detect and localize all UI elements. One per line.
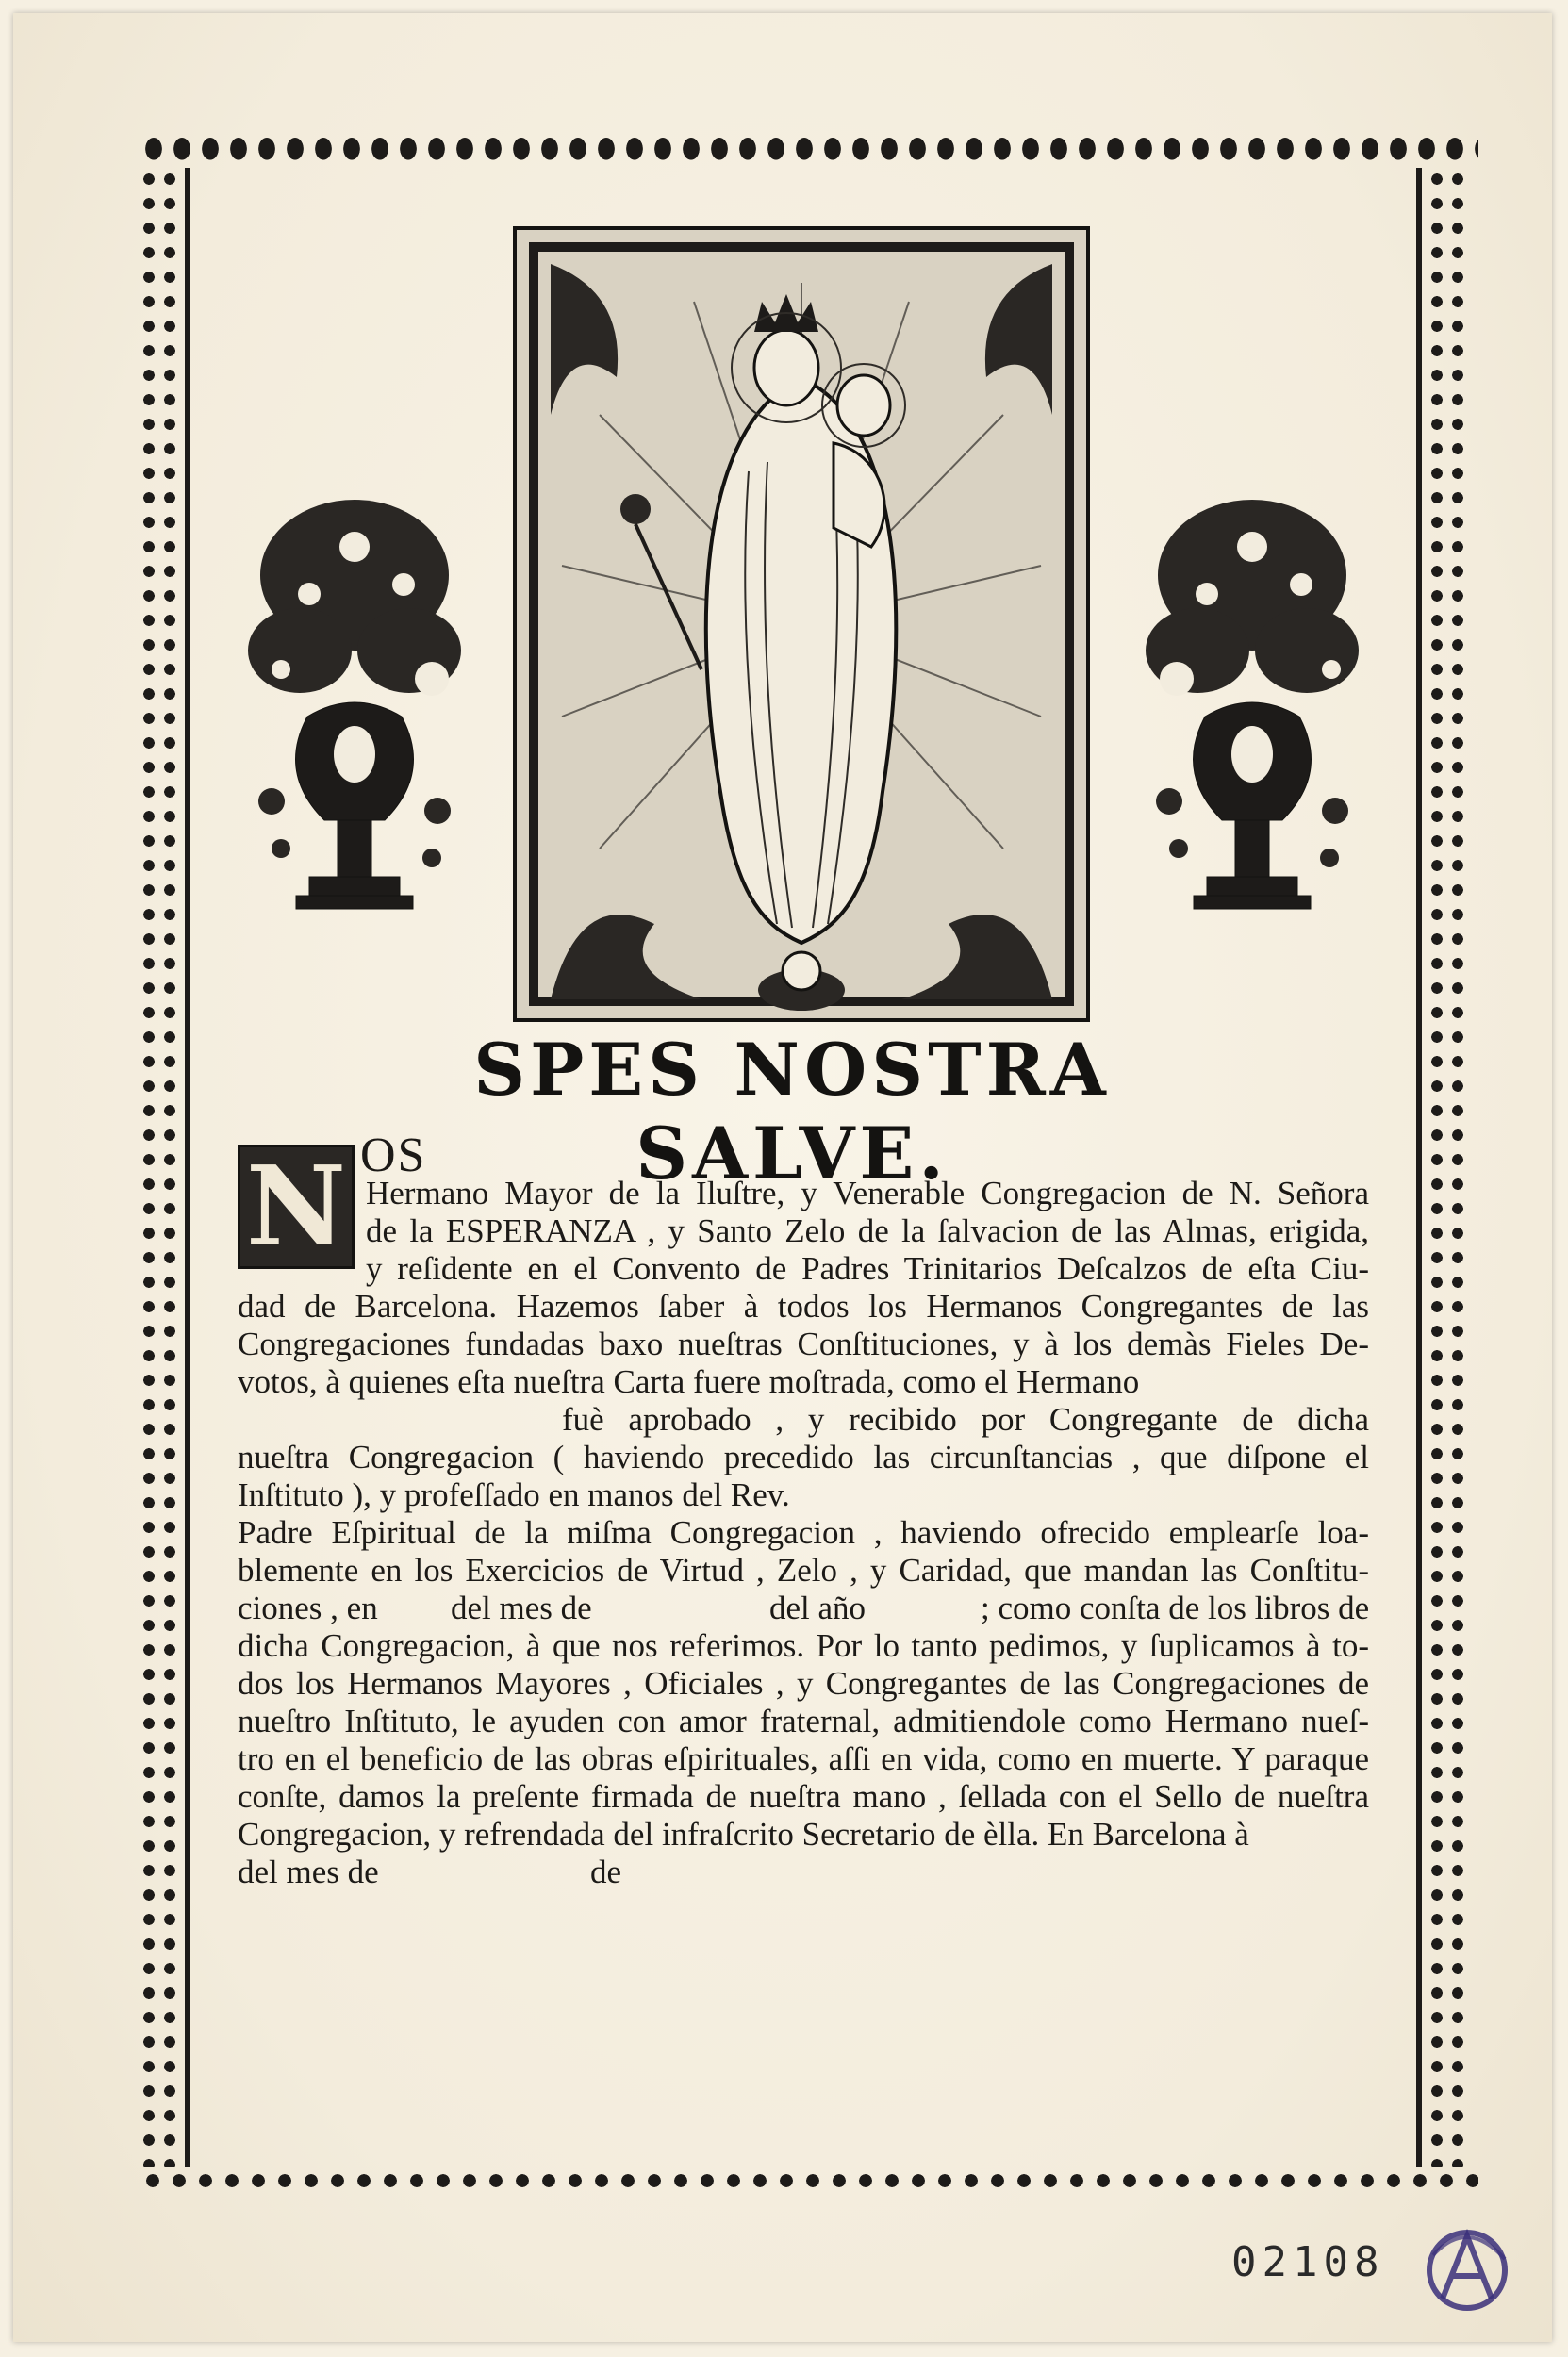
body-line: nueſtra Congregacion ( haviendo precedido las circunſtancias , que diſpone el — [238, 1439, 1369, 1475]
flower-vase-left — [243, 490, 466, 943]
body-line: conſte, damos la preſente firmada de nueſtra mano , ſellada con el Sello de nueſtra — [238, 1778, 1369, 1815]
decorated-initial — [238, 1145, 355, 1269]
body-line: ; como conſta de los libros de — [981, 1590, 1370, 1626]
body-line: votos, à quienes eſta nueſtra Carta fuere moſtrada, como el Hermano — [238, 1363, 1140, 1400]
initial-letter: N — [245, 1143, 347, 1271]
body-line: de — [590, 1854, 622, 1890]
body-line: de la ESPERANZA , y Santo Zelo de la ſalvacion de las Almas, erigida, — [366, 1212, 1369, 1249]
page-title: SPES NOSTRA SALVE. — [473, 1028, 1111, 1195]
body-line: blemente en los Exercicios de Virtud , Zelo , y Caridad, que mandan las Conſtitu- — [238, 1552, 1369, 1589]
body-line: nueſtro Inſtituto, le ayuden con amor fraternal, admitiendole como Hermano nueſ- — [238, 1703, 1369, 1739]
library-stamp-icon — [1414, 2217, 1520, 2323]
body-line: y reſidente en el Convento de Padres Trinitarios Deſcalzos de eſta Ciu- — [366, 1250, 1369, 1287]
body-line: dicha Congregacion, à que nos referimos. Por lo tanto pedimos, y ſuplicamos à to- — [238, 1627, 1369, 1664]
ornamental-border-bottom — [140, 2165, 1478, 2197]
body-line: Inſtituto ), y profeſſado en manos del Rev. — [238, 1476, 790, 1513]
body-line: Padre Eſpiritual de la miſma Congregacion , haviendo ofrecido emplearſe loa- — [238, 1514, 1369, 1551]
body-line: dos los Hermanos Mayores , Oficiales , y Congregantes de las Congregaciones de — [238, 1665, 1369, 1702]
body-line: fuè aprobado , y recibido por Congregante de dicha — [562, 1401, 1369, 1438]
ornamental-border-right — [1407, 168, 1475, 2167]
opening-word: OS — [360, 1129, 427, 1182]
body-line: ciones , en — [238, 1590, 378, 1626]
flower-vase-right — [1139, 490, 1365, 943]
ornamental-border-left — [132, 168, 200, 2167]
body-line: del mes de — [451, 1590, 592, 1626]
ornamental-border-top — [140, 130, 1478, 164]
body-line: dad de Barcelona. Hazemos ſaber à todos los Hermanos Congregantes de las — [238, 1288, 1369, 1325]
body-line: Congregaciones fundadas baxo nueſtras Conſtituciones, y à los demàs Fieles De- — [238, 1326, 1369, 1362]
body-line: Congregacion, y refrendada del infraſcrito Secretario de èlla. En Barcelona à — [238, 1816, 1249, 1853]
virgin-and-child-woodcut — [513, 226, 1090, 1022]
body-line: tro en el beneficio de las obras eſpirituales, aſſi en vida, como en muerte. Y paraque — [238, 1740, 1369, 1777]
body-line: Hermano Mayor de la Iluſtre, y Venerable Congregacion de N. Señora — [366, 1175, 1369, 1211]
body-line: del año — [769, 1590, 867, 1626]
body-line: del mes de — [238, 1854, 379, 1890]
catalog-number: 02108 — [1231, 2238, 1385, 2286]
